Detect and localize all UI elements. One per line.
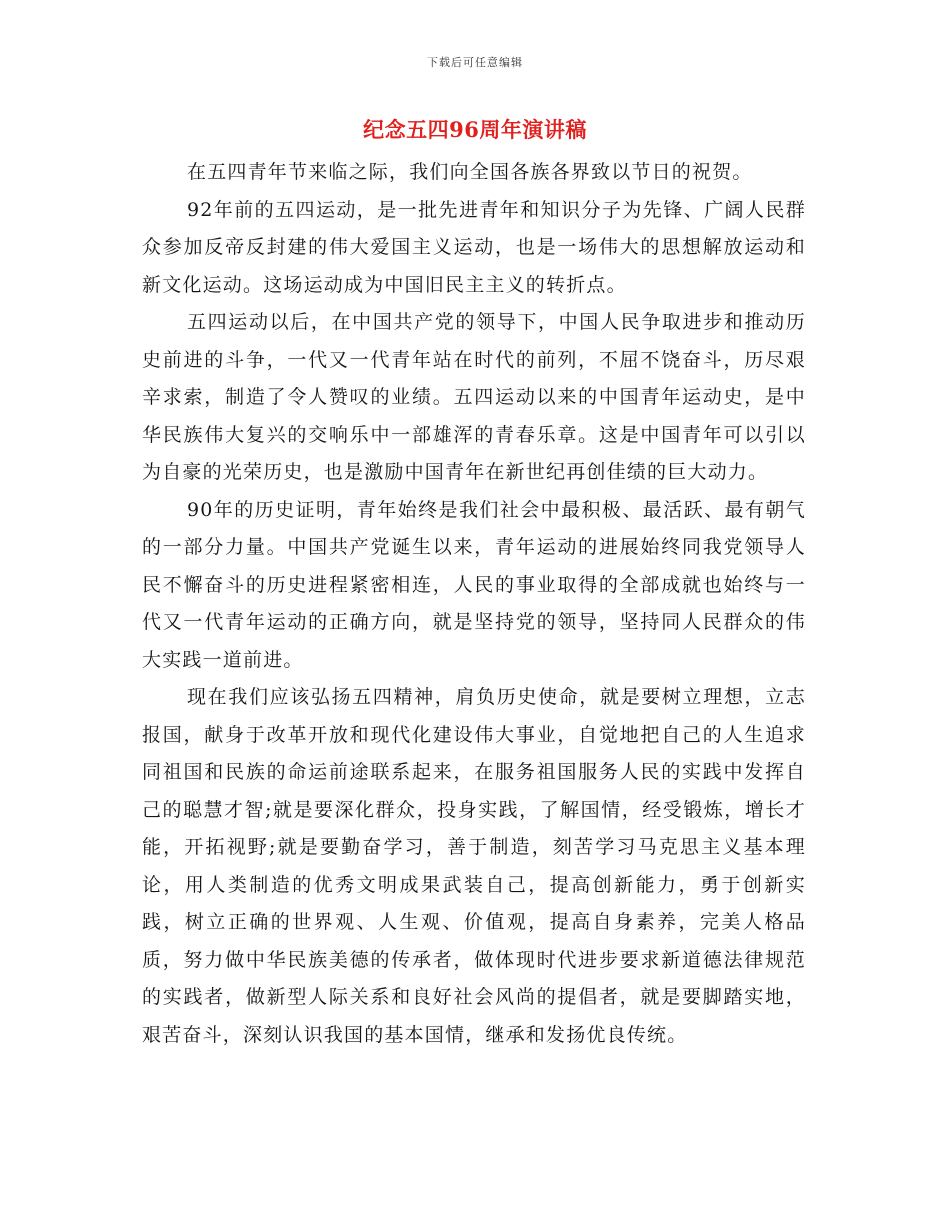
document-title: 纪念五四96周年演讲稿 bbox=[363, 117, 587, 142]
paragraph-5: 现在我们应该弘扬五四精神，肩负历史使命，就是要树立理想，立志报国，献身于改革开放和现代化建设伟大事业，自觉地把自己的人生追求同祖国和民族的命运前途联系起来，在服务祖国服务人民的实践中发挥自己的聪慧才智;就是要深化群众，投身实践，了解国情，经受锻炼，增长才能，开拓视野;就是要勤奋学习，善于制造，刻苦学习马克思主义基本理论，用人类制造的优秀文明成果武装自己，提高创新能力，勇于创新实践，树立正确的世界观、人生观、价值观，提高自身素养，完美人格品质，努力做中华民族美德的传承者，做体现时代进步要求新道德法律规范的实践者，做新型人际关系和良好社会风尚的提倡者，就是要脚踏实地，艰苦奋斗，深刻认识我国的基本国情，继承和发扬优良传统。 bbox=[142, 686, 806, 1046]
download-note: 下载后可任意编辑 bbox=[427, 56, 523, 69]
paragraph-1: 在五四青年节来临之际，我们向全国各族各界致以节日的祝贺。 bbox=[187, 161, 753, 183]
paragraph-4: 90年的历史证明，青年始终是我们社会中最积极、最活跃、最有朝气的一部分力量。中国共产党诞生以来，青年运动的进展始终同我党领导人民不懈奋斗的历史进程紧密相连，人民的事业取得的全部成就也始终与一代又一代青年运动的正确方向，就是坚持党的领导，坚持同人民群众的伟大实践一道前进。 bbox=[142, 498, 806, 671]
paragraph-2: 92年前的五四运动，是一批先进青年和知识分子为先锋、广阔人民群众参加反帝反封建的伟大爱国主义运动，也是一场伟大的思想解放运动和新文化运动。这场运动成为中国旧民主主义的转折点。 bbox=[142, 198, 806, 296]
document-body bbox=[142, 154, 806, 1054]
paragraph-3: 五四运动以后，在中国共产党的领导下，中国人民争取进步和推动历史前进的斗争，一代又一代青年站在时代的前列，不屈不饶奋斗，历尽艰辛求索，制造了令人赞叹的业绩。五四运动以来的中国青年运动史，是中华民族伟大复兴的交响乐中一部雄浑的青春乐章。这是中国青年可以引以为自豪的光荣历史，也是激励中国青年在新世纪再创佳绩的巨大动力。 bbox=[142, 311, 806, 483]
